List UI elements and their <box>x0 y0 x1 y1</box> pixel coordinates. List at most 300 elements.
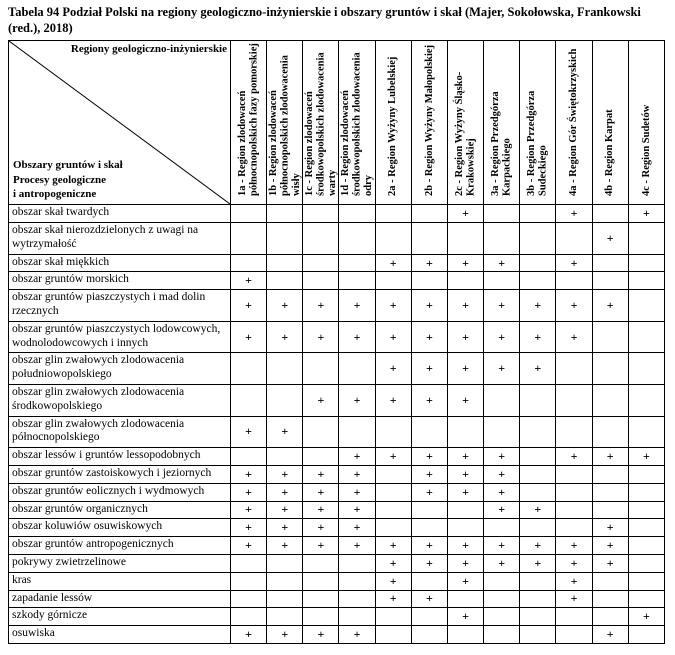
mark-cell-plus: + <box>231 519 267 537</box>
table-row <box>9 254 665 272</box>
mark-cell-empty <box>556 626 592 644</box>
mark-cell-empty <box>303 608 339 626</box>
table-row <box>9 448 665 466</box>
mark-cell-empty <box>303 272 339 290</box>
mark-cell-plus: + <box>447 290 483 322</box>
mark-cell-empty <box>267 448 303 466</box>
column-header-label: 2a - Region Wyżyny Lubelskiej <box>387 56 399 197</box>
mark-cell-plus: + <box>267 626 303 644</box>
mark-cell-plus: + <box>592 290 628 322</box>
table-row <box>9 483 665 501</box>
mark-cell-empty <box>447 272 483 290</box>
column-header <box>556 41 592 205</box>
mark-cell-plus: + <box>592 223 628 255</box>
mark-cell-empty <box>520 254 556 272</box>
mark-cell-empty <box>375 466 411 484</box>
mark-cell-plus: + <box>447 254 483 272</box>
mark-cell-empty <box>303 223 339 255</box>
mark-cell-plus: + <box>447 205 483 223</box>
row-label: obszar glin zwałowych zlodowacenia środkowopolskiego <box>9 385 231 417</box>
mark-cell-empty <box>375 272 411 290</box>
mark-cell-empty <box>628 554 664 572</box>
mark-cell-empty <box>520 466 556 484</box>
mark-cell-empty <box>520 626 556 644</box>
mark-cell-empty <box>484 590 520 608</box>
mark-cell-empty <box>411 626 447 644</box>
mark-cell-plus: + <box>411 590 447 608</box>
mark-cell-plus: + <box>484 353 520 385</box>
mark-cell-empty <box>520 205 556 223</box>
mark-cell-plus: + <box>267 321 303 353</box>
mark-cell-plus: + <box>303 321 339 353</box>
table-title: Tabela 94 Podział Polski na regiony geologiczno-inżynierskie i obszary gruntów i skał (Majer, Sokołowska, Frankowski (red.), 2018) <box>8 5 641 35</box>
mark-cell-empty <box>303 205 339 223</box>
mark-cell-empty <box>520 572 556 590</box>
mark-cell-plus: + <box>375 385 411 417</box>
mark-cell-empty <box>484 572 520 590</box>
column-header-label: 4c - Region Sudetów <box>640 104 652 197</box>
mark-cell-plus: + <box>484 537 520 555</box>
column-header-label: 1a - Region zlodowaceń północnopolskich fazy pomorskiej <box>237 43 260 197</box>
mark-cell-empty <box>231 448 267 466</box>
row-label: szkody górnicze <box>9 608 231 626</box>
mark-cell-plus: + <box>231 501 267 519</box>
mark-cell-empty <box>628 223 664 255</box>
column-header <box>447 41 483 205</box>
mark-cell-empty <box>447 501 483 519</box>
mark-cell-empty <box>520 223 556 255</box>
row-label: zapadanie lessów <box>9 590 231 608</box>
mark-cell-plus: + <box>267 466 303 484</box>
corner-bottom-label-2: Procesy geologiczne <box>13 173 106 186</box>
table-row <box>9 290 665 322</box>
mark-cell-empty <box>339 572 375 590</box>
mark-cell-plus: + <box>556 254 592 272</box>
mark-cell-empty <box>592 483 628 501</box>
mark-cell-empty <box>592 416 628 448</box>
mark-cell-empty <box>375 205 411 223</box>
mark-cell-plus: + <box>447 572 483 590</box>
mark-cell-empty <box>484 626 520 644</box>
mark-cell-plus: + <box>628 205 664 223</box>
mark-cell-empty <box>447 590 483 608</box>
mark-cell-plus: + <box>520 321 556 353</box>
mark-cell-empty <box>556 483 592 501</box>
mark-cell-empty <box>267 205 303 223</box>
mark-cell-empty <box>267 353 303 385</box>
column-header <box>628 41 664 205</box>
mark-cell-empty <box>592 590 628 608</box>
mark-cell-empty <box>411 223 447 255</box>
mark-cell-plus: + <box>339 290 375 322</box>
mark-cell-plus: + <box>231 416 267 448</box>
mark-cell-plus: + <box>375 537 411 555</box>
mark-cell-empty <box>447 519 483 537</box>
mark-cell-empty <box>447 626 483 644</box>
mark-cell-plus: + <box>447 448 483 466</box>
mark-cell-empty <box>411 205 447 223</box>
table-row <box>9 416 665 448</box>
mark-cell-empty <box>231 205 267 223</box>
mark-cell-plus: + <box>484 254 520 272</box>
mark-cell-empty <box>339 223 375 255</box>
mark-cell-plus: + <box>447 385 483 417</box>
column-header <box>484 41 520 205</box>
mark-cell-empty <box>628 353 664 385</box>
mark-cell-empty <box>303 416 339 448</box>
mark-cell-plus: + <box>411 554 447 572</box>
row-label: obszar skał miękkich <box>9 254 231 272</box>
mark-cell-empty <box>447 223 483 255</box>
row-label: pokrywy zwietrzelinowe <box>9 554 231 572</box>
mark-cell-empty <box>592 385 628 417</box>
mark-cell-plus: + <box>303 290 339 322</box>
mark-cell-empty <box>231 590 267 608</box>
mark-cell-plus: + <box>267 290 303 322</box>
mark-cell-plus: + <box>520 537 556 555</box>
mark-cell-plus: + <box>267 483 303 501</box>
mark-cell-empty <box>411 416 447 448</box>
mark-cell-plus: + <box>339 537 375 555</box>
mark-cell-empty <box>303 590 339 608</box>
mark-cell-plus: + <box>520 353 556 385</box>
mark-cell-plus: + <box>520 290 556 322</box>
corner-bottom-label-1: Obszary gruntów i skał <box>13 159 123 172</box>
mark-cell-plus: + <box>447 537 483 555</box>
mark-cell-empty <box>303 572 339 590</box>
mark-cell-empty <box>375 483 411 501</box>
mark-cell-empty <box>628 572 664 590</box>
mark-cell-plus: + <box>231 290 267 322</box>
table-row <box>9 590 665 608</box>
mark-cell-plus: + <box>484 321 520 353</box>
mark-cell-empty <box>628 290 664 322</box>
mark-cell-plus: + <box>339 483 375 501</box>
mark-cell-plus: + <box>339 501 375 519</box>
mark-cell-empty <box>375 416 411 448</box>
row-label: obszar gruntów antropogenicznych <box>9 537 231 555</box>
mark-cell-plus: + <box>447 466 483 484</box>
column-header-label: 3b - Region Przedgórza Sudeckiego <box>526 90 549 197</box>
mark-cell-empty <box>592 466 628 484</box>
mark-cell-plus: + <box>484 483 520 501</box>
mark-cell-plus: + <box>231 537 267 555</box>
corner-bottom-labels <box>13 158 123 201</box>
column-header <box>520 41 556 205</box>
mark-cell-plus: + <box>231 466 267 484</box>
mark-cell-empty <box>411 608 447 626</box>
mark-cell-empty <box>484 385 520 417</box>
row-label: obszar glin zwałowych zlodowacenia południowopolskiego <box>9 353 231 385</box>
mark-cell-empty <box>484 272 520 290</box>
table-row <box>9 353 665 385</box>
mark-cell-empty <box>520 608 556 626</box>
mark-cell-empty <box>267 572 303 590</box>
mark-cell-plus: + <box>484 501 520 519</box>
mark-cell-empty <box>231 353 267 385</box>
table-row <box>9 385 665 417</box>
mark-cell-empty <box>339 254 375 272</box>
table-row <box>9 537 665 555</box>
mark-cell-empty <box>267 223 303 255</box>
mark-cell-plus: + <box>592 448 628 466</box>
mark-cell-plus: + <box>556 205 592 223</box>
mark-cell-empty <box>628 501 664 519</box>
mark-cell-empty <box>556 385 592 417</box>
mark-cell-plus: + <box>628 608 664 626</box>
row-label: obszar gruntów morskich <box>9 272 231 290</box>
mark-cell-empty <box>375 501 411 519</box>
mark-cell-plus: + <box>339 321 375 353</box>
mark-cell-plus: + <box>447 353 483 385</box>
mark-cell-plus: + <box>375 290 411 322</box>
table-row <box>9 205 665 223</box>
mark-cell-empty <box>339 272 375 290</box>
mark-cell-plus: + <box>339 385 375 417</box>
mark-cell-plus: + <box>520 501 556 519</box>
mark-cell-plus: + <box>231 483 267 501</box>
table-row <box>9 608 665 626</box>
mark-cell-plus: + <box>375 572 411 590</box>
mark-cell-plus: + <box>267 501 303 519</box>
mark-cell-empty <box>592 272 628 290</box>
mark-cell-empty <box>303 254 339 272</box>
mark-cell-empty <box>411 501 447 519</box>
mark-cell-plus: + <box>447 554 483 572</box>
mark-cell-plus: + <box>592 519 628 537</box>
mark-cell-empty <box>592 353 628 385</box>
mark-cell-plus: + <box>267 519 303 537</box>
mark-cell-empty <box>556 501 592 519</box>
mark-cell-empty <box>520 483 556 501</box>
mark-cell-empty <box>231 554 267 572</box>
mark-cell-plus: + <box>592 626 628 644</box>
corner-bottom-label-3: i antropogeniczne <box>13 187 97 200</box>
mark-cell-empty <box>339 608 375 626</box>
table-row <box>9 223 665 255</box>
mark-cell-plus: + <box>303 483 339 501</box>
regions-matrix-table <box>8 40 665 644</box>
mark-cell-empty <box>339 416 375 448</box>
mark-cell-empty <box>520 272 556 290</box>
mark-cell-empty <box>628 254 664 272</box>
mark-cell-plus: + <box>447 483 483 501</box>
mark-cell-plus: + <box>484 290 520 322</box>
column-header <box>339 41 375 205</box>
row-label: obszar lessów i gruntów lessopodobnych <box>9 448 231 466</box>
mark-cell-plus: + <box>411 254 447 272</box>
mark-cell-empty <box>592 205 628 223</box>
column-header <box>231 41 267 205</box>
row-label: obszar glin zwałowych zlodowacenia północnopolskiego <box>9 416 231 448</box>
table-row <box>9 501 665 519</box>
mark-cell-plus: + <box>411 385 447 417</box>
mark-cell-empty <box>592 501 628 519</box>
mark-cell-empty <box>484 205 520 223</box>
mark-cell-plus: + <box>267 416 303 448</box>
mark-cell-plus: + <box>375 554 411 572</box>
mark-cell-empty <box>303 353 339 385</box>
row-label: obszar gruntów zastoiskowych i jeziornych <box>9 466 231 484</box>
row-label: obszar gruntów piaszczystych lodowcowych, wodnolodowcowych i innych <box>9 321 231 353</box>
mark-cell-empty <box>520 519 556 537</box>
mark-cell-empty <box>628 416 664 448</box>
mark-cell-plus: + <box>339 466 375 484</box>
mark-cell-plus: + <box>375 254 411 272</box>
mark-cell-empty <box>339 590 375 608</box>
row-label: obszar gruntów piaszczystych i mad dolin rzecznych <box>9 290 231 322</box>
column-header-label: 4b - Region Karpat <box>604 109 616 197</box>
mark-cell-empty <box>628 385 664 417</box>
column-header <box>375 41 411 205</box>
mark-cell-empty <box>556 353 592 385</box>
table-row <box>9 272 665 290</box>
table-row <box>9 572 665 590</box>
mark-cell-plus: + <box>303 537 339 555</box>
corner-top-label: Regiony geologiczno-inżynierskie <box>70 43 227 56</box>
mark-cell-plus: + <box>267 537 303 555</box>
mark-cell-empty <box>628 483 664 501</box>
mark-cell-empty <box>484 519 520 537</box>
row-label: obszar skał nierozdzielonych z uwagi na wytrzymałość <box>9 223 231 255</box>
mark-cell-empty <box>447 416 483 448</box>
mark-cell-empty <box>375 608 411 626</box>
mark-cell-empty <box>628 519 664 537</box>
table-row <box>9 321 665 353</box>
mark-cell-plus: + <box>484 554 520 572</box>
mark-cell-plus: + <box>303 385 339 417</box>
header-row <box>9 41 665 205</box>
column-header <box>592 41 628 205</box>
mark-cell-plus: + <box>628 448 664 466</box>
mark-cell-empty <box>628 590 664 608</box>
mark-cell-empty <box>339 554 375 572</box>
mark-cell-plus: + <box>411 448 447 466</box>
row-label: obszar koluwiów osuwiskowych <box>9 519 231 537</box>
mark-cell-empty <box>231 608 267 626</box>
mark-cell-plus: + <box>556 321 592 353</box>
mark-cell-plus: + <box>231 626 267 644</box>
mark-cell-plus: + <box>375 321 411 353</box>
mark-cell-empty <box>231 254 267 272</box>
mark-cell-empty <box>556 519 592 537</box>
mark-cell-empty <box>267 272 303 290</box>
mark-cell-empty <box>303 448 339 466</box>
mark-cell-empty <box>628 272 664 290</box>
mark-cell-plus: + <box>411 466 447 484</box>
column-header <box>411 41 447 205</box>
mark-cell-empty <box>484 608 520 626</box>
mark-cell-empty <box>556 272 592 290</box>
mark-cell-empty <box>520 416 556 448</box>
mark-cell-empty <box>556 416 592 448</box>
mark-cell-empty <box>592 572 628 590</box>
mark-cell-empty <box>592 254 628 272</box>
column-header-label: 2b - Region Wyżyny Małopolskiej <box>423 45 435 197</box>
column-header <box>303 41 339 205</box>
mark-cell-empty <box>556 466 592 484</box>
corner-cell <box>9 41 231 205</box>
row-label: osuwiska <box>9 626 231 644</box>
column-header-label: 1c - Region zlodowaceń środkowopolskich zlodowacenia warty <box>304 52 339 197</box>
mark-cell-empty <box>556 608 592 626</box>
mark-cell-empty <box>303 554 339 572</box>
mark-cell-plus: + <box>303 466 339 484</box>
mark-cell-plus: + <box>339 626 375 644</box>
mark-cell-plus: + <box>556 590 592 608</box>
mark-cell-empty <box>520 385 556 417</box>
mark-cell-plus: + <box>375 353 411 385</box>
mark-cell-plus: + <box>592 537 628 555</box>
mark-cell-plus: + <box>556 537 592 555</box>
mark-cell-plus: + <box>411 321 447 353</box>
mark-cell-plus: + <box>411 353 447 385</box>
mark-cell-empty <box>267 608 303 626</box>
row-label: obszar gruntów organicznych <box>9 501 231 519</box>
mark-cell-plus: + <box>520 554 556 572</box>
mark-cell-empty <box>339 353 375 385</box>
row-label: obszar gruntów eolicznych i wydmowych <box>9 483 231 501</box>
mark-cell-empty <box>592 321 628 353</box>
mark-cell-empty <box>231 572 267 590</box>
mark-cell-plus: + <box>411 290 447 322</box>
mark-cell-empty <box>484 223 520 255</box>
mark-cell-empty <box>628 321 664 353</box>
mark-cell-empty <box>484 416 520 448</box>
column-header <box>267 41 303 205</box>
mark-cell-plus: + <box>484 448 520 466</box>
mark-cell-empty <box>375 223 411 255</box>
mark-cell-empty <box>267 590 303 608</box>
mark-cell-plus: + <box>484 466 520 484</box>
mark-cell-empty <box>520 448 556 466</box>
mark-cell-empty <box>556 223 592 255</box>
table-row <box>9 554 665 572</box>
mark-cell-empty <box>267 385 303 417</box>
mark-cell-plus: + <box>556 290 592 322</box>
mark-cell-plus: + <box>556 572 592 590</box>
mark-cell-empty <box>411 519 447 537</box>
column-header-label: 1b - Region zlodowaceń północnopolskich zlodowacenia wisły <box>268 55 303 197</box>
mark-cell-empty <box>520 590 556 608</box>
table-row <box>9 466 665 484</box>
mark-cell-plus: + <box>231 321 267 353</box>
mark-cell-empty <box>267 554 303 572</box>
row-label: obszar skał twardych <box>9 205 231 223</box>
mark-cell-empty <box>339 205 375 223</box>
mark-cell-plus: + <box>303 519 339 537</box>
mark-cell-plus: + <box>447 321 483 353</box>
mark-cell-empty <box>628 466 664 484</box>
mark-cell-empty <box>592 608 628 626</box>
table-body <box>9 205 665 644</box>
mark-cell-plus: + <box>303 626 339 644</box>
mark-cell-plus: + <box>339 448 375 466</box>
mark-cell-empty <box>375 626 411 644</box>
mark-cell-plus: + <box>447 608 483 626</box>
mark-cell-plus: + <box>411 483 447 501</box>
mark-cell-plus: + <box>556 554 592 572</box>
table-row <box>9 626 665 644</box>
mark-cell-empty <box>411 572 447 590</box>
mark-cell-empty <box>267 254 303 272</box>
table-row <box>9 519 665 537</box>
mark-cell-empty <box>628 626 664 644</box>
mark-cell-empty <box>375 519 411 537</box>
mark-cell-empty <box>628 537 664 555</box>
column-header-label: 3a - Region Przedgórza Karpackiego <box>490 91 513 197</box>
mark-cell-plus: + <box>375 448 411 466</box>
